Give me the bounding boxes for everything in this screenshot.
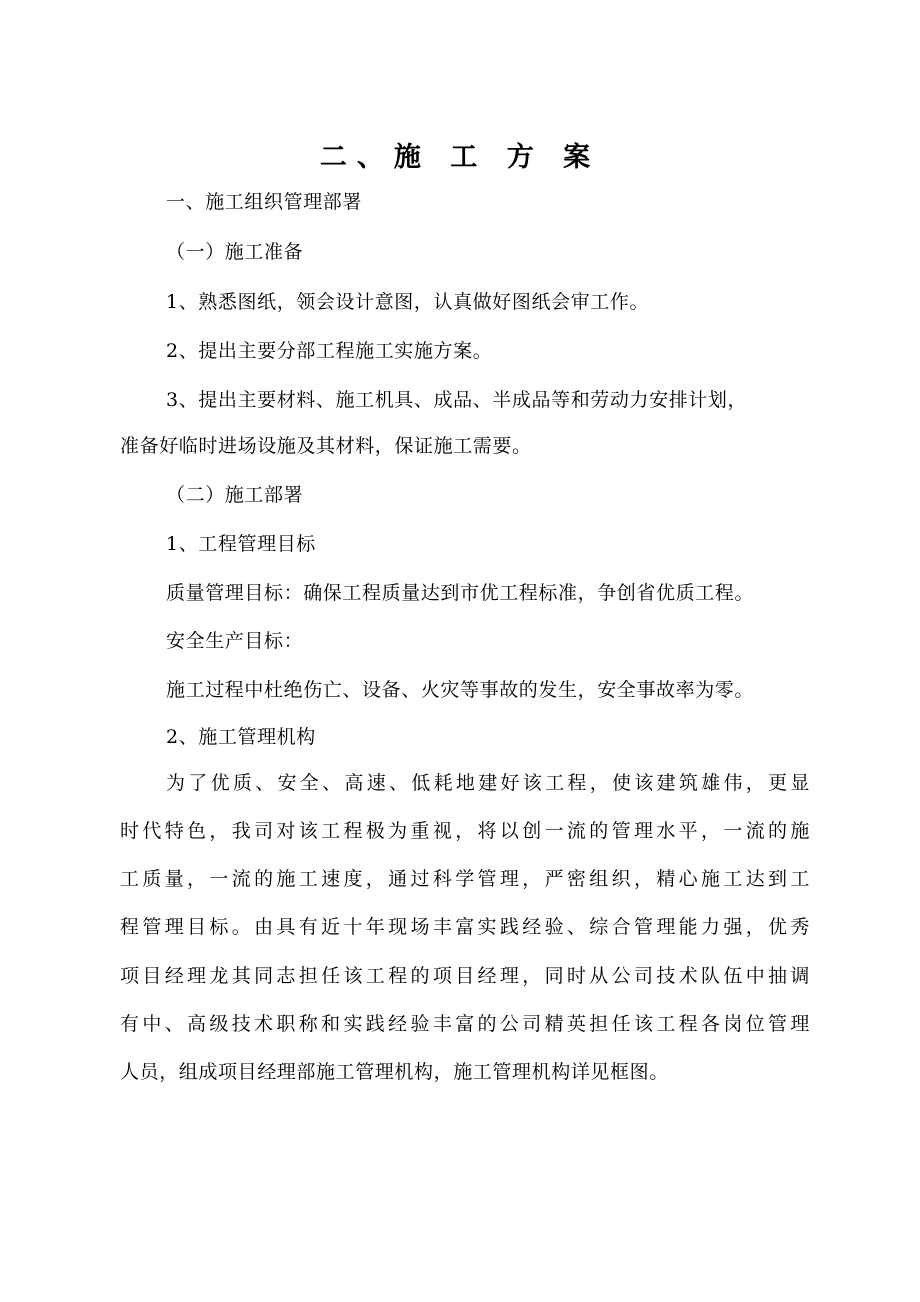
subsection-heading-preparation: （一）施工准备 <box>166 241 304 263</box>
preparation-item-2: 2、提出主要分部工程施工实施方案。 <box>166 340 493 362</box>
subsection-heading-deployment: （二）施工部署 <box>166 484 304 506</box>
paragraph-line-1: 为了优质、安全、高速、低耗地建好该工程，使该建筑雄伟，更显 <box>166 772 810 794</box>
paragraph-line-4: 程管理目标。由具有近十年现场丰富实践经验、综合管理能力强，优秀 <box>120 916 810 938</box>
preparation-item-1: 1、熟悉图纸，领会设计意图，认真做好图纸会审工作。 <box>166 291 650 313</box>
safety-goal-text: 施工过程中杜绝伤亡、设备、火灾等事故的发生，安全事故率为零。 <box>166 679 755 701</box>
paragraph-line-3: 工质量，一流的施工速度，通过科学管理，严密组织，精心施工达到工 <box>120 868 810 890</box>
paragraph-line-7: 人员，组成项目经理部施工管理机构，施工管理机构详见框图。 <box>120 1061 669 1083</box>
paragraph-line-5: 项目经理龙其同志担任该工程的项目经理，同时从公司技术队伍中抽调 <box>120 965 810 987</box>
quality-goal: 质量管理目标：确保工程质量达到市优工程标准，争创省优质工程。 <box>166 582 755 604</box>
document-title: 二、施 工 方 案 <box>319 142 601 173</box>
preparation-item-3-line-1: 3、提出主要材料、施工机具、成品、半成品等和劳动力安排计划， <box>166 389 748 411</box>
paragraph-line-2: 时代特色，我司对该工程极为重视，将以创一流的管理水平，一流的施 <box>120 820 810 842</box>
section-heading-organization: 一、施工组织管理部署 <box>166 191 363 213</box>
deployment-item-1-heading: 1、工程管理目标 <box>166 533 316 555</box>
safety-goal-heading: 安全生产目标： <box>166 630 304 652</box>
paragraph-line-6: 有中、高级技术职称和实践经验丰富的公司精英担任该工程各岗位管理 <box>120 1013 810 1035</box>
deployment-item-2-heading: 2、施工管理机构 <box>166 726 316 748</box>
preparation-item-3-line-2: 准备好临时进场设施及其材料，保证施工需要。 <box>120 435 532 457</box>
